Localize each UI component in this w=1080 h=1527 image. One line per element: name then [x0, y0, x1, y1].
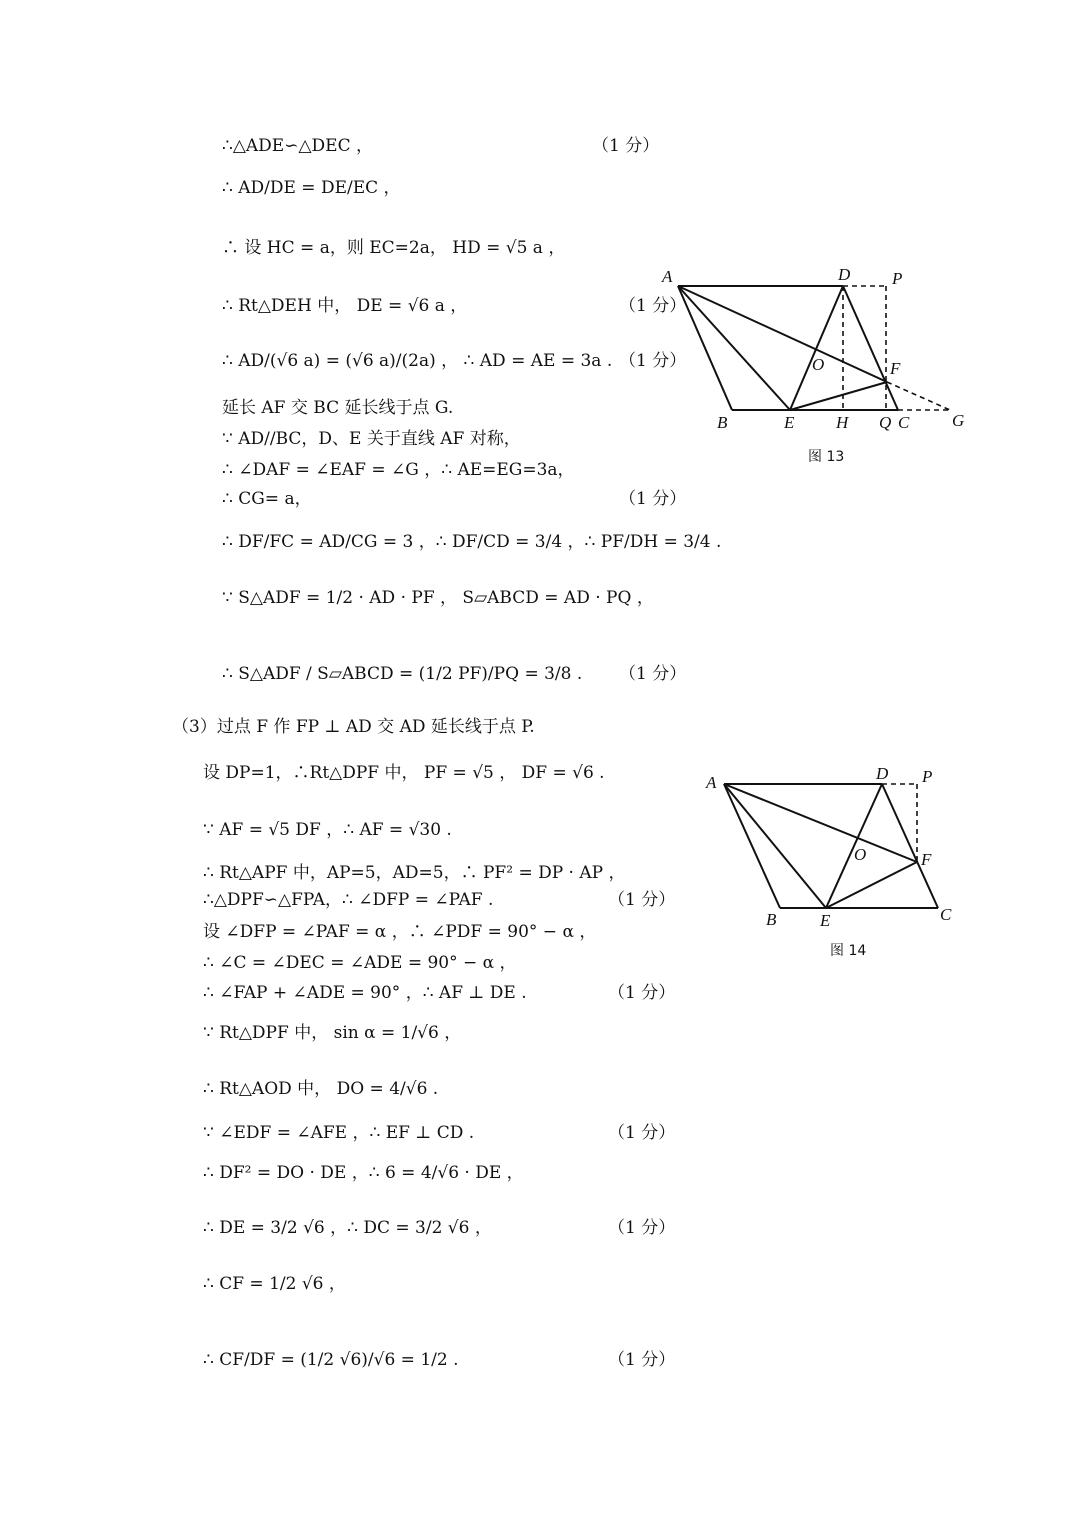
solution-line: ∴ 设 HC = a，则 EC=2a， HD = √5 a ， — [222, 238, 566, 258]
solution-line: ∵ AF = √5 DF ，∴ AF = √30 . — [203, 820, 452, 840]
figure-13 — [660, 262, 980, 472]
score-mark: （1 分） — [619, 351, 687, 371]
label-g: G — [952, 411, 965, 430]
figure-14-caption: 图 14 — [830, 943, 867, 959]
segment-ae — [724, 784, 826, 908]
score-mark: （1 分） — [608, 890, 676, 910]
solution-line: ∵ AD//BC，D、E 关于直线 AF 对称， — [222, 429, 521, 449]
segment-ef — [790, 382, 887, 410]
solution-line: 设 ∠DFP = ∠PAF = α ，∴ ∠PDF = 90° − α ， — [203, 922, 597, 942]
segment-ab — [678, 286, 732, 410]
label-f: F — [921, 850, 932, 869]
score-mark: （1 分） — [608, 1218, 676, 1238]
segment-de — [790, 286, 843, 410]
score-mark: （1 分） — [619, 296, 687, 316]
solution-line: ∴△DPF∽△FPA，∴ ∠DFP = ∠PAF . — [203, 890, 494, 910]
score-mark: （1 分） — [619, 664, 687, 684]
score-mark: （1 分） — [592, 136, 660, 156]
figure-14 — [700, 762, 970, 932]
solution-line: ∵ Rt△DPF 中， sin α = 1/√6 ， — [203, 1023, 462, 1043]
solution-line: ∵ ∠EDF = ∠AFE ，∴ EF ⊥ CD . — [203, 1123, 475, 1143]
solution-line: ∴ Rt△DEH 中， DE = √6 a ， — [222, 296, 468, 316]
label-c: C — [898, 413, 910, 432]
solution-line: ∴ AD/DE = DE/EC ， — [222, 178, 401, 198]
label-c: C — [940, 905, 952, 924]
score-mark: （1 分） — [608, 1123, 676, 1143]
label-p: P — [922, 767, 933, 786]
segment-dc — [882, 784, 938, 908]
label-h: H — [836, 413, 849, 432]
label-d: D — [838, 265, 851, 284]
solution-line: ∴ DF/FC = AD/CG = 3 ，∴ DF/CD = 3/4 ，∴ PF/DH = 3/4 . — [222, 532, 722, 552]
solution-line: ∴ ∠FAP + ∠ADE = 90° ，∴ AF ⊥ DE . — [203, 983, 527, 1003]
solution-line: ∴ Rt△APF 中，AP=5，AD=5，∴ PF² = DP · AP ， — [203, 863, 626, 883]
score-mark: （1 分） — [619, 489, 687, 509]
solution-line: ∴ ∠DAF = ∠EAF = ∠G ，∴ AE=EG=3a， — [222, 460, 575, 480]
label-b: B — [717, 413, 728, 432]
label-b: B — [766, 910, 777, 929]
solution-line: ∴ Rt△AOD 中， DO = 4/√6 . — [203, 1079, 439, 1099]
solution-line: 设 DP=1，∴Rt△DPF 中， PF = √5 ， DF = √6 . — [203, 763, 605, 783]
label-f: F — [890, 359, 901, 378]
solution-line: （3）过点 F 作 FP ⊥ AD 交 AD 延长线于点 P. — [172, 717, 535, 737]
label-e: E — [820, 911, 831, 930]
solution-line: 延长 AF 交 BC 延长线于点 G. — [222, 398, 454, 418]
figure-13-caption: 图 13 — [808, 449, 845, 465]
solution-line: ∴ CF/DF = (1/2 √6)/√6 = 1/2 . — [203, 1350, 459, 1370]
label-q: Q — [879, 413, 892, 432]
solution-line: ∴ ∠C = ∠DEC = ∠ADE = 90° − α ， — [203, 953, 517, 973]
score-mark: （1 分） — [608, 983, 676, 1003]
solution-line: ∴ DE = 3/2 √6 ，∴ DC = 3/2 √6 ， — [203, 1218, 492, 1238]
label-a: A — [706, 773, 717, 792]
segment-ef — [826, 862, 917, 908]
label-a: A — [662, 267, 673, 286]
solution-line: ∴ S△ADF / S▱ABCD = (1/2 PF)/PQ = 3/8 . — [222, 664, 583, 684]
solution-line: ∴ AD/(√6 a) = (√6 a)/(2a) ， ∴ AD = AE = 3a . — [222, 351, 613, 371]
segment-af — [678, 286, 887, 382]
label-d: D — [876, 764, 889, 783]
label-o: O — [854, 845, 867, 864]
solution-line: ∵ S△ADF = 1/2 · AD · PF ， S▱ABCD = AD · PQ ， — [222, 588, 654, 608]
segment-ae — [678, 286, 790, 410]
label-e: E — [784, 413, 795, 432]
solution-line: ∴△ADE∽△DEC ， — [222, 136, 373, 156]
label-p: P — [892, 269, 903, 288]
solution-line: ∴ CG= a， — [222, 489, 312, 509]
label-o: O — [812, 355, 825, 374]
solution-line: ∴ CF = 1/2 √6 ， — [203, 1274, 346, 1294]
score-mark: （1 分） — [608, 1350, 676, 1370]
solution-line: ∴ DF² = DO · DE ，∴ 6 = 4/√6 · DE ， — [203, 1163, 524, 1183]
